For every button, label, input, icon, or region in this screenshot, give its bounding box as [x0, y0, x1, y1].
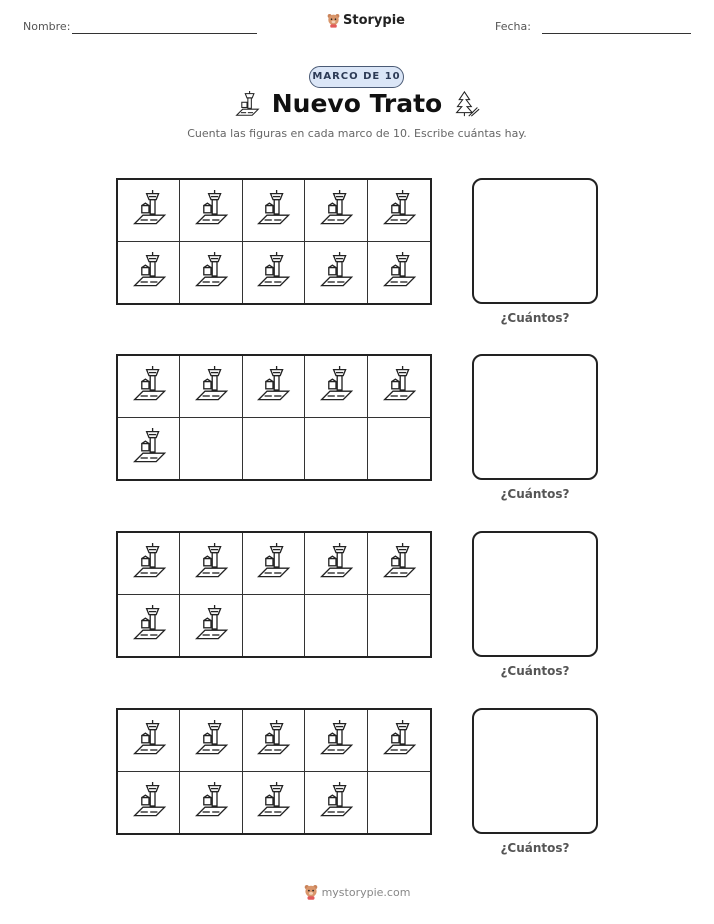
- airport-tower-icon: [255, 250, 291, 294]
- frame-cell: [118, 595, 180, 657]
- ten-frame-2: [116, 354, 432, 481]
- airport-tower-icon: [318, 541, 354, 585]
- airport-tower-icon: [193, 780, 229, 824]
- frame-cell: [305, 772, 367, 834]
- frame-cell: [118, 772, 180, 834]
- frame-cell: [118, 418, 180, 480]
- airport-tower-icon: [131, 541, 167, 585]
- frame-cell: [243, 710, 305, 772]
- frame-cell: [368, 710, 430, 772]
- frame-cell: [305, 356, 367, 418]
- airport-tower-icon: [381, 188, 417, 232]
- airport-tower-icon: [131, 364, 167, 408]
- instructions: Cuenta las figuras en cada marco de 10. Escribe cuántas hay.: [187, 127, 527, 140]
- airport-tower-icon: [381, 718, 417, 762]
- airport-tower-icon: [131, 250, 167, 294]
- airport-tower-icon: [318, 364, 354, 408]
- frame-cell: [180, 710, 242, 772]
- frame-cell: [180, 533, 242, 595]
- title-row: [0, 89, 714, 118]
- answer-label-3: ¿Cuántos?: [500, 664, 570, 678]
- bear-mascot-icon: [304, 884, 318, 900]
- frame-cell: [243, 180, 305, 242]
- answer-box-3[interactable]: [472, 531, 598, 657]
- ten-frame-1: [116, 178, 432, 305]
- frame-cell: [305, 595, 367, 657]
- frame-cell: [305, 710, 367, 772]
- frame-cell: [118, 533, 180, 595]
- frame-cell: [180, 595, 242, 657]
- airport-tower-icon: [131, 426, 167, 470]
- frame-cell: [180, 242, 242, 304]
- worksheet-type-badge: MARCO DE 10: [309, 66, 404, 88]
- frame-cell: [180, 772, 242, 834]
- airport-tower-icon: [318, 188, 354, 232]
- bear-mascot-icon: [327, 13, 340, 28]
- frame-cell: [305, 242, 367, 304]
- page-title: Nuevo Trato: [271, 89, 443, 118]
- airport-tower-icon: [131, 718, 167, 762]
- frame-cell: [368, 418, 430, 480]
- date-label: Fecha:: [495, 20, 531, 33]
- brand-name: Storypie: [343, 13, 405, 28]
- frame-cell: [305, 418, 367, 480]
- frame-cell: [180, 356, 242, 418]
- airport-tower-icon: [318, 250, 354, 294]
- frame-cell: [368, 772, 430, 834]
- name-line[interactable]: [72, 33, 257, 34]
- frame-cell: [243, 356, 305, 418]
- airport-tower-icon: [318, 718, 354, 762]
- frame-cell: [243, 772, 305, 834]
- answer-box-4[interactable]: [472, 708, 598, 834]
- answer-label-1: ¿Cuántos?: [500, 311, 570, 325]
- frame-cell: [118, 180, 180, 242]
- frame-cell: [118, 710, 180, 772]
- frame-cell: [180, 418, 242, 480]
- frame-cell: [368, 533, 430, 595]
- answer-box-2[interactable]: [472, 354, 598, 480]
- frame-cell: [368, 356, 430, 418]
- ten-frame-4: [116, 708, 432, 835]
- frame-cell: [243, 242, 305, 304]
- ten-frame-3: [116, 531, 432, 658]
- airport-tower-icon: [131, 188, 167, 232]
- airport-tower-icon: [193, 603, 229, 647]
- answer-box-1[interactable]: [472, 178, 598, 304]
- airport-tower-icon: [131, 603, 167, 647]
- airport-tower-icon: [255, 364, 291, 408]
- airport-tower-icon: [131, 780, 167, 824]
- frame-cell: [305, 180, 367, 242]
- frame-cell: [118, 242, 180, 304]
- frame-cell: [305, 533, 367, 595]
- airport-tower-icon: [381, 541, 417, 585]
- date-line[interactable]: [542, 33, 691, 34]
- footer: [0, 884, 714, 900]
- airport-tower-icon: [255, 541, 291, 585]
- frame-cell: [243, 418, 305, 480]
- answer-label-4: ¿Cuántos?: [500, 841, 570, 855]
- frame-cell: [243, 533, 305, 595]
- airport-tower-icon: [234, 90, 260, 118]
- airport-tower-icon: [193, 250, 229, 294]
- brand-logo: [327, 13, 405, 28]
- frame-cell: [243, 595, 305, 657]
- airport-tower-icon: [255, 780, 291, 824]
- frame-cell: [368, 180, 430, 242]
- name-label: Nombre:: [23, 20, 71, 33]
- frame-cell: [118, 356, 180, 418]
- airport-tower-icon: [381, 250, 417, 294]
- airport-tower-icon: [381, 364, 417, 408]
- airport-tower-icon: [318, 780, 354, 824]
- frame-cell: [368, 595, 430, 657]
- airport-tower-icon: [193, 364, 229, 408]
- frame-cell: [368, 242, 430, 304]
- footer-url: mystorypie.com: [321, 885, 411, 899]
- answer-label-2: ¿Cuántos?: [500, 487, 570, 501]
- frame-cell: [180, 180, 242, 242]
- airport-tower-icon: [193, 188, 229, 232]
- airport-tower-icon: [255, 188, 291, 232]
- airport-tower-icon: [255, 718, 291, 762]
- airport-tower-icon: [193, 718, 229, 762]
- tree-icon: [454, 90, 480, 118]
- airport-tower-icon: [193, 541, 229, 585]
